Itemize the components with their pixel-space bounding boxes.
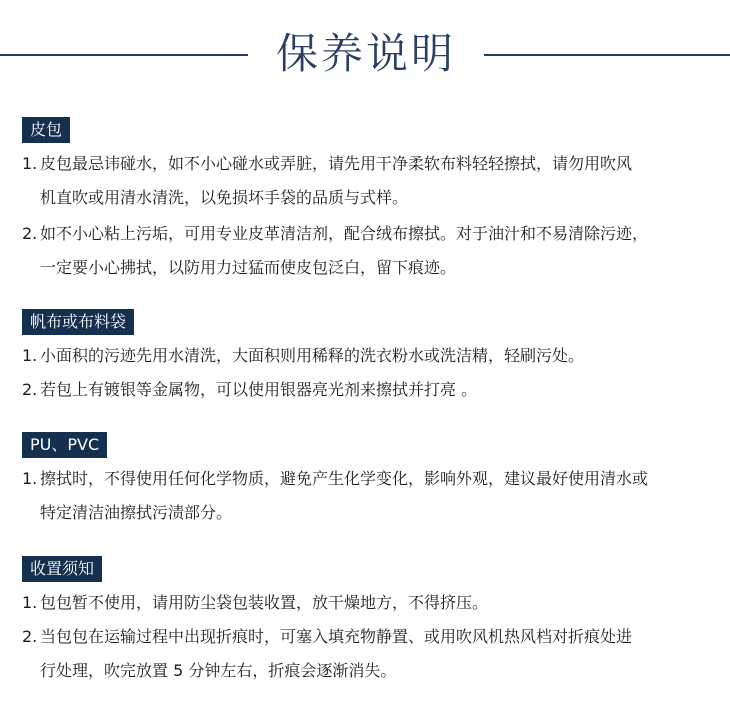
left-divider: [0, 54, 248, 56]
storage-item-1-number: 1.: [22, 593, 38, 612]
section-label-pu-pvc: PU、PVC: [22, 432, 107, 458]
section-label-leather: 皮包: [22, 117, 70, 143]
canvas-item-1-text: 小面积的污迹先用水清洗，大面积则用稀释的洗衣粉水或洗洁精，轻刷污处。: [40, 346, 585, 365]
leather-item-2-text: 如不小心粘上污垢，可用专业皮革清洁剂，配合绒布擦拭。对于油汁和不易清除污迹， 一定要小心拂拭，以防用力过猛而使皮包泛白，留下痕迹。: [40, 224, 649, 277]
pu-pvc-item-1-number: 1.: [22, 469, 38, 488]
leather-item-1-number: 1.: [22, 154, 38, 173]
storage-item-1-text: 包包暂不使用，请用防尘袋包装收置，放干燥地方，不得挤压。: [40, 593, 489, 612]
section-label-canvas: 帆布或布料袋: [22, 309, 134, 335]
leather-item-1-text: 皮包最忌讳碰水，如不小心碰水或弄脏，请先用干净柔软布料轻轻擦拭，请勿用吹风 机直吹或用清水清洗，以免损坏手袋的品质与式样。: [40, 154, 633, 207]
leather-item-2-number: 2.: [22, 224, 38, 243]
canvas-item-2-text: 若包上有镀银等金属物，可以使用银器亮光剂来擦拭并打亮 。: [40, 380, 478, 399]
section-label-storage: 收置须知: [22, 556, 102, 582]
canvas-item-2-number: 2.: [22, 380, 38, 399]
canvas-item-1-number: 1.: [22, 346, 38, 365]
right-divider: [484, 54, 730, 56]
storage-item-2-number: 2.: [22, 627, 38, 646]
pu-pvc-item-1-text: 擦拭时，不得使用任何化学物质，避免产生化学变化，影响外观，建议最好使用清水或 特定清洁油擦拭污渍部分。: [40, 469, 649, 522]
page-title: 保养说明: [275, 29, 456, 78]
page-header: [0, 24, 730, 88]
storage-item-2-text: 当包包在运输过程中出现折痕时，可塞入填充物静置、或用吹风机热风档对折痕处进 行处理，吹完放置 5 分钟左右，折痕会逐渐消失。: [40, 627, 633, 680]
